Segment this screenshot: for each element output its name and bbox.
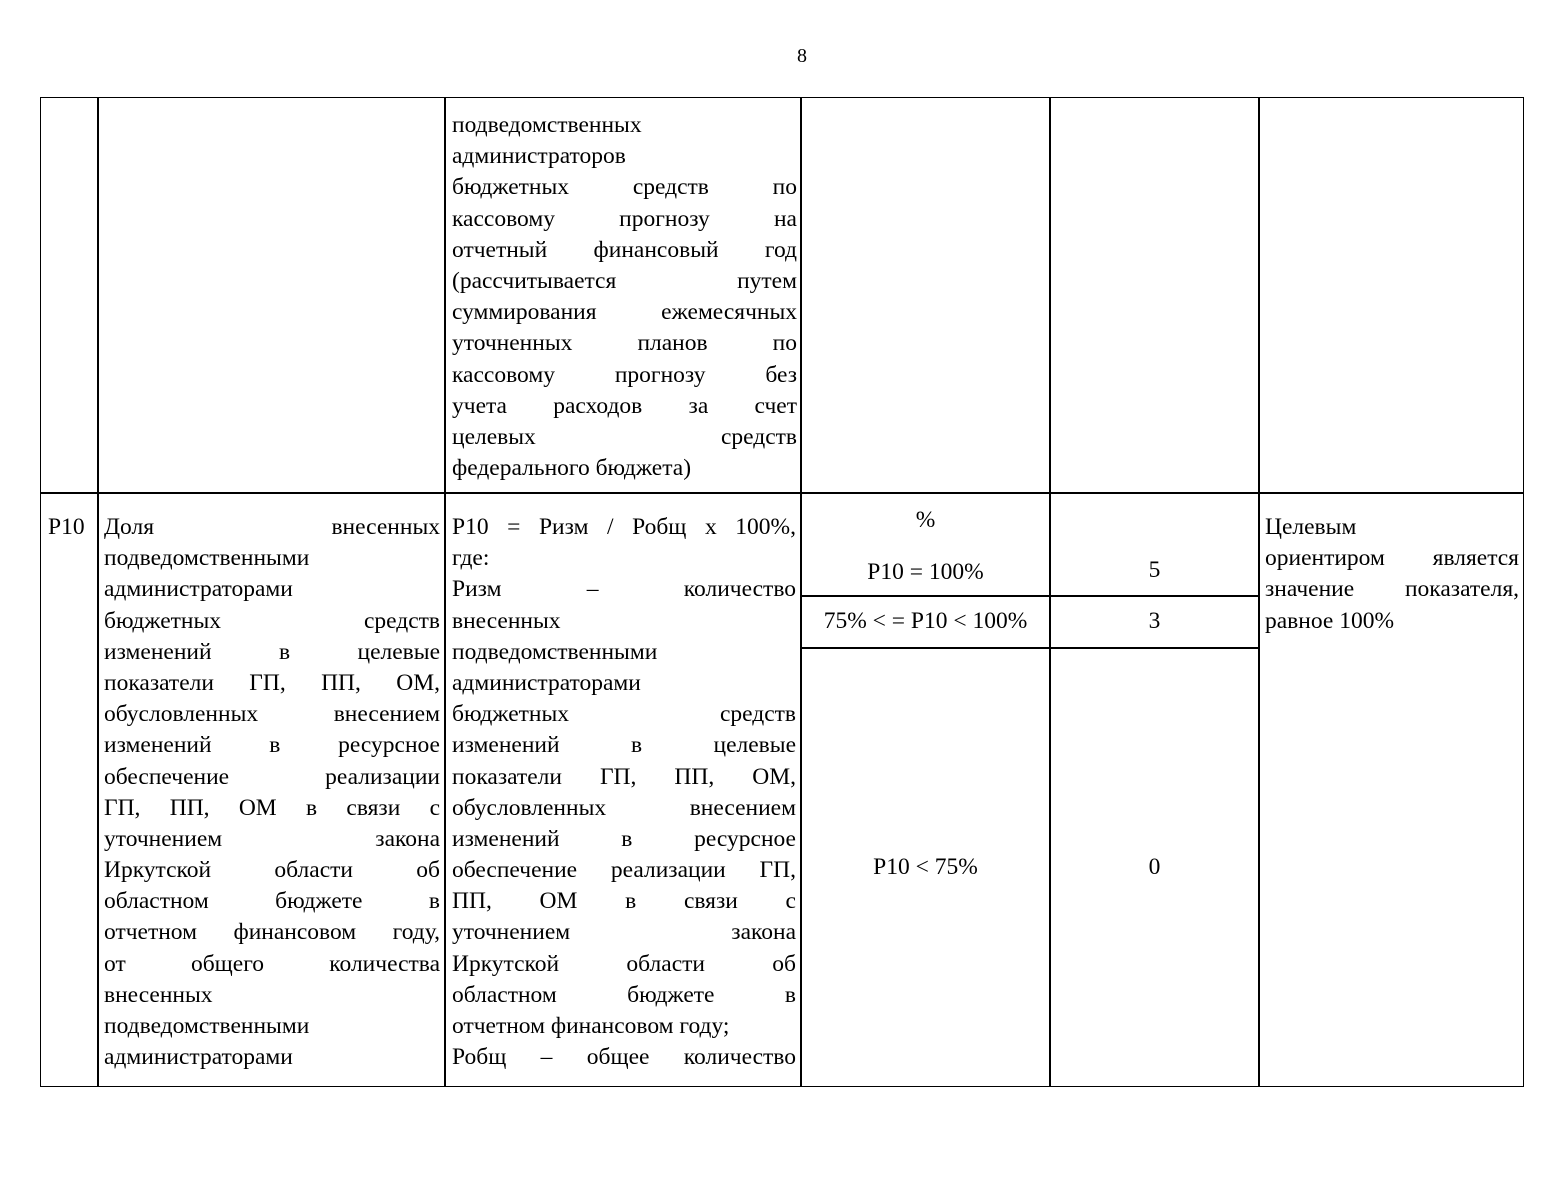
formula-line: отчетном финансовом году;	[452, 1013, 730, 1039]
formula-line: федерального бюджета)	[452, 455, 692, 482]
condition-text: Р10 = 100%	[867, 559, 984, 585]
formula-line: обусловленных внесением	[452, 794, 796, 821]
name-line: Доля внесенных	[104, 514, 440, 540]
score-value: 0	[1148, 854, 1161, 880]
formula-line: администраторов	[452, 143, 626, 170]
indicator-table	[40, 97, 1524, 1087]
formula-line: областном бюджете в	[452, 981, 796, 1008]
condition-cell-3	[800, 647, 1051, 1087]
formula-line: изменений в ресурсное	[452, 825, 796, 852]
page-number: 8	[797, 45, 807, 67]
score-value: 5	[1148, 557, 1161, 583]
formula-line: уточненных планов по	[452, 330, 797, 357]
formula-line: ПП, ОМ в связи с	[452, 888, 796, 915]
note-line: Целевым	[1265, 514, 1357, 540]
formula-line: подведомственными	[452, 638, 658, 665]
formula-line: администраторами	[452, 669, 641, 696]
formula-line: уточнением закона	[452, 919, 796, 946]
name-line: областном бюджете в	[104, 888, 440, 915]
formula-line: бюджетных средств	[452, 701, 796, 728]
row1-formula-cell	[444, 97, 802, 494]
formula-line: кассовому прогнозу на	[452, 205, 797, 232]
formula-line: учета расходов за счет	[452, 392, 797, 419]
name-line: отчетном финансовом году,	[104, 919, 440, 946]
formula-line: Ризм – количество	[452, 576, 796, 603]
score-cell-3	[1049, 647, 1260, 1087]
formula-line: отчетный финансовый год	[452, 236, 797, 263]
formula-line: (рассчитывается путем	[452, 267, 797, 294]
name-line: администраторами	[104, 576, 293, 603]
note-line: ориентиром является	[1265, 545, 1519, 572]
p10-note-cell	[1258, 492, 1524, 1087]
row1-condition-cell	[800, 97, 1051, 494]
name-line: изменений в целевые	[104, 638, 440, 665]
formula-line: внесенных	[452, 607, 561, 634]
row1-score-cell	[1049, 97, 1260, 494]
indicator-code: Р10	[48, 514, 85, 540]
formula-line: Робщ – общее количество	[452, 1044, 796, 1071]
name-line: показатели ГП, ПП, ОМ,	[104, 669, 440, 696]
row1-code-cell	[40, 97, 99, 494]
condition-text: Р10 < 75%	[873, 854, 978, 880]
name-line: бюджетных средств	[104, 607, 440, 634]
formula-line: изменений в целевые	[452, 732, 796, 759]
score-cell-2	[1049, 595, 1260, 649]
condition-cell-1	[800, 557, 1051, 597]
formula-line: бюджетных средств по	[452, 174, 797, 201]
formula-line: целевых средств	[452, 423, 797, 450]
p10-formula-cell	[444, 492, 802, 1087]
row1-note-cell	[1258, 97, 1524, 494]
formula-line: суммирования ежемесячных	[452, 299, 797, 326]
formula-line: где:	[452, 545, 490, 572]
name-line: ГП, ПП, ОМ в связи с	[104, 794, 440, 821]
condition-text: 75% < = Р10 < 100%	[823, 608, 1028, 634]
name-line: администраторами	[104, 1044, 293, 1071]
name-line: внесенных	[104, 981, 213, 1008]
formula-line: Иркутской области об	[452, 950, 796, 977]
row1-name-cell	[97, 97, 446, 494]
formula-line: подведомственных	[452, 112, 642, 138]
unit-label: %	[915, 507, 936, 533]
condition-cell-2	[800, 595, 1051, 649]
formula-line: показатели ГП, ПП, ОМ,	[452, 763, 796, 790]
score-cell-1	[1049, 492, 1260, 597]
name-line: Иркутской области об	[104, 857, 440, 884]
note-line: равное 100%	[1265, 607, 1395, 634]
name-line: подведомственными	[104, 1013, 310, 1039]
score-value: 3	[1148, 608, 1161, 634]
name-line: обусловленных внесением	[104, 701, 440, 728]
name-line: подведомственными	[104, 545, 310, 572]
formula-line: обеспечение реализации ГП,	[452, 857, 796, 884]
name-line: обеспечение реализации	[104, 763, 440, 790]
p10-code-cell	[40, 492, 99, 1087]
name-line: от общего количества	[104, 950, 440, 977]
name-line: уточнением закона	[104, 825, 440, 852]
formula-line: кассовому прогнозу без	[452, 361, 797, 388]
note-line: значение показателя,	[1265, 576, 1519, 603]
p10-name-cell	[97, 492, 446, 1087]
name-line: изменений в ресурсное	[104, 732, 440, 759]
formula-line: Р10 = Ризм / Робщ х 100%,	[452, 514, 796, 540]
